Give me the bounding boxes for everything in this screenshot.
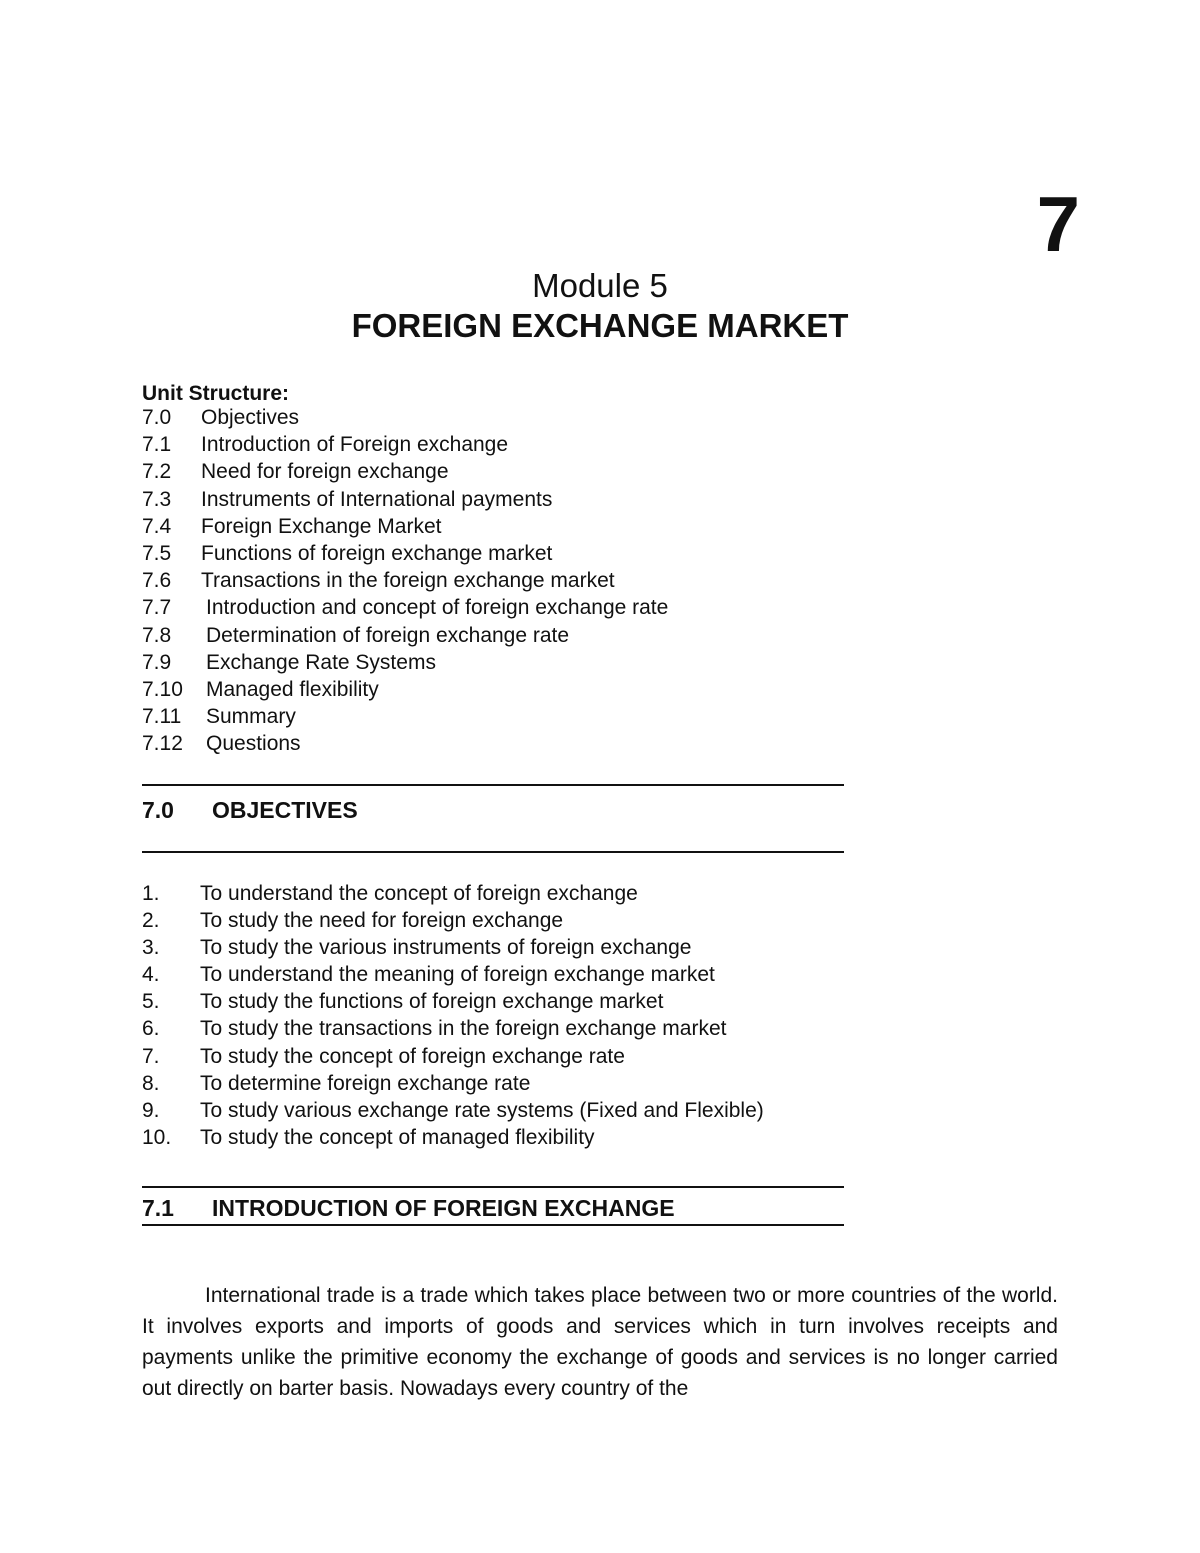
toc-item xyxy=(142,486,668,513)
toc-item-label: Determination of foreign exchange rate xyxy=(206,623,570,647)
objective-item xyxy=(142,907,764,934)
toc-item-number: 7.4 xyxy=(142,514,172,538)
toc-item xyxy=(142,567,668,594)
objective-text: To determine foreign exchange rate xyxy=(200,1071,531,1095)
toc-item-label: Foreign Exchange Market xyxy=(201,514,442,538)
toc-item xyxy=(142,676,668,703)
objective-text: To study the concept of foreign exchange rate xyxy=(200,1044,625,1068)
toc-item-label: Introduction of Foreign exchange xyxy=(201,433,509,457)
objective-number: 4. xyxy=(142,963,160,987)
toc-item xyxy=(142,513,668,540)
toc-item-number: 7.12 xyxy=(142,732,183,756)
objective-item xyxy=(142,880,764,907)
objective-item xyxy=(142,1070,764,1097)
objective-number: 7. xyxy=(142,1044,160,1068)
objectives-top-rule xyxy=(142,784,844,786)
objective-number: 6. xyxy=(142,1017,160,1041)
objective-text: To study the need for foreign exchange xyxy=(200,909,564,933)
objectives-heading xyxy=(142,796,358,824)
objective-text: To study the functions of foreign exchange market xyxy=(200,990,664,1014)
toc-item-label: Managed flexibility xyxy=(206,678,379,702)
section-title: INTRODUCTION OF FOREIGN EXCHANGE xyxy=(212,1195,675,1221)
toc-item xyxy=(142,540,668,567)
objective-text: To study various exchange rate systems (Fixed and Flexible) xyxy=(200,1098,764,1122)
objective-number: 1. xyxy=(142,882,160,905)
toc-item-label: Exchange Rate Systems xyxy=(206,650,436,674)
section-number: 7.0 xyxy=(142,797,174,823)
module-subtitle: FOREIGN EXCHANGE MARKET xyxy=(351,307,849,344)
toc-item xyxy=(142,649,668,676)
objective-text: To understand the concept of foreign exchange xyxy=(200,882,638,905)
toc-item xyxy=(142,730,668,757)
objective-item xyxy=(142,934,764,961)
objective-number: 3. xyxy=(142,936,160,960)
toc-item-number: 7.5 xyxy=(142,542,172,566)
objective-text: To study the transactions in the foreign exchange market xyxy=(200,1017,727,1041)
toc-item-number: 7.10 xyxy=(142,678,183,702)
objective-number: 10. xyxy=(142,1125,172,1149)
objective-text: To study the various instruments of foreign exchange xyxy=(200,936,692,960)
toc-item-label: Introduction and concept of foreign exchange rate xyxy=(206,596,669,620)
section-title: OBJECTIVES xyxy=(212,797,358,823)
toc-item-label: Objectives xyxy=(201,406,300,429)
toc-item-label: Instruments of International payments xyxy=(201,487,553,511)
toc-item xyxy=(142,622,668,649)
toc-item-label: Summary xyxy=(206,705,296,729)
unit-structure-heading: Unit Structure: xyxy=(142,382,289,405)
toc-item xyxy=(142,404,668,431)
toc-item xyxy=(142,458,668,485)
toc-item-number: 7.6 xyxy=(142,569,172,593)
objective-item xyxy=(142,1043,764,1070)
toc-item xyxy=(142,703,668,730)
objective-text: To study the concept of managed flexibility xyxy=(200,1125,595,1149)
toc-item-number: 7.2 xyxy=(142,460,172,484)
section-number: 7.1 xyxy=(142,1195,174,1221)
objective-item xyxy=(142,1124,764,1151)
objective-item xyxy=(142,961,764,988)
toc-item-number: 7.8 xyxy=(142,623,172,647)
toc-item-number: 7.11 xyxy=(142,705,182,729)
objective-number: 5. xyxy=(142,990,160,1014)
objective-number: 8. xyxy=(142,1071,160,1095)
introduction-top-rule xyxy=(142,1186,844,1188)
introduction-paragraph: International trade is a trade which takes place between two or more countries of the world. It involves exports and imports of goods and services which in turn involves receipts and payments unlike the primitive economy the exchange of goods and services is no longer carried out directly on barter basis. Nowadays every country of the xyxy=(142,1284,1058,1400)
objective-text: To understand the meaning of foreign exchange market xyxy=(200,963,715,987)
objective-item xyxy=(142,988,764,1015)
objectives-list xyxy=(142,880,764,1151)
toc-item-label: Need for foreign exchange xyxy=(201,460,449,484)
toc-item xyxy=(142,431,668,458)
chapter-number: 7 xyxy=(1036,180,1080,268)
objective-number: 9. xyxy=(142,1098,160,1122)
module-title: Module 5 xyxy=(532,267,668,304)
introduction-heading xyxy=(142,1194,675,1222)
toc-item-label: Functions of foreign exchange market xyxy=(201,542,553,566)
toc-item-number: 7.0 xyxy=(142,406,172,429)
unit-structure-list xyxy=(142,404,668,758)
toc-item-number: 7.1 xyxy=(142,433,172,457)
objective-item xyxy=(142,1015,764,1042)
objective-item xyxy=(142,1097,764,1124)
introduction-bottom-rule xyxy=(142,1224,844,1226)
toc-item xyxy=(142,594,668,621)
toc-item-label: Questions xyxy=(206,732,301,756)
toc-item-number: 7.3 xyxy=(142,487,172,511)
toc-item-number: 7.9 xyxy=(142,650,172,674)
objectives-bottom-rule xyxy=(142,851,844,853)
toc-item-number: 7.7 xyxy=(142,596,172,620)
objective-number: 2. xyxy=(142,909,160,933)
toc-item-label: Transactions in the foreign exchange market xyxy=(201,569,615,593)
